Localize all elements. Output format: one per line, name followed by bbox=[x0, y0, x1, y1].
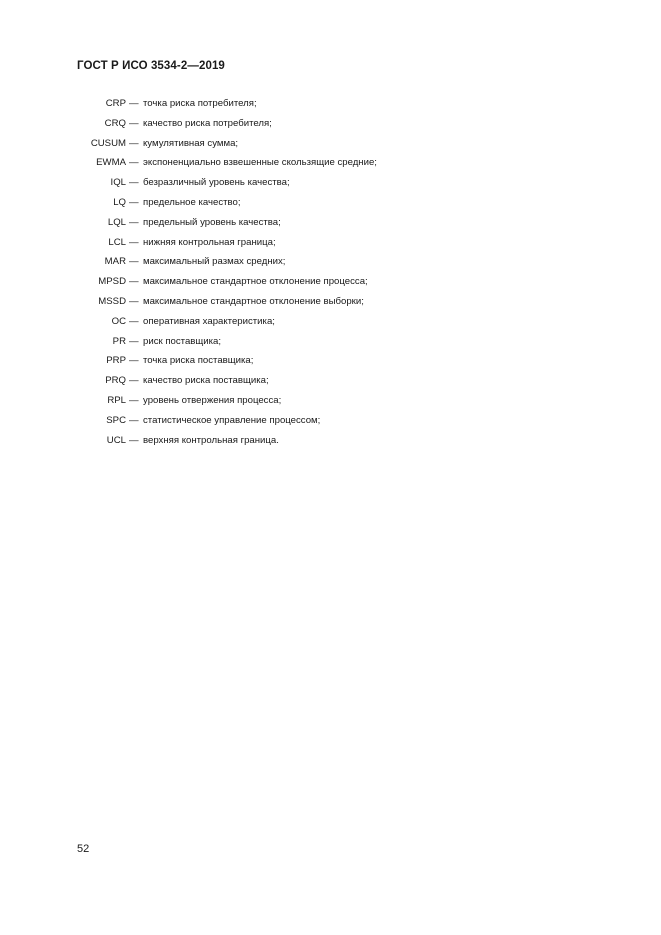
abbreviation-row bbox=[0, 137, 661, 157]
abbreviation-term: PRP bbox=[106, 355, 126, 367]
abbreviation-row bbox=[0, 236, 661, 256]
abbreviation-term: RPL bbox=[107, 394, 126, 406]
abbreviation-row bbox=[0, 414, 661, 434]
abbreviation-term: UCL bbox=[106, 434, 126, 446]
abbreviation-term: CRQ bbox=[104, 117, 126, 129]
em-dash-separator: — bbox=[129, 335, 139, 347]
abbreviation-row bbox=[0, 394, 661, 414]
em-dash-separator: — bbox=[129, 276, 139, 288]
em-dash-separator: — bbox=[129, 177, 139, 189]
abbreviation-definition: качество риска поставщика; bbox=[143, 375, 269, 387]
abbreviation-row bbox=[0, 335, 661, 355]
em-dash-separator: — bbox=[129, 137, 139, 149]
abbreviation-term: MPSD bbox=[98, 276, 126, 288]
abbreviation-term: OC bbox=[111, 315, 126, 327]
abbreviation-definition: максимальный размах средних; bbox=[143, 256, 286, 268]
abbreviation-term: LQ bbox=[113, 196, 126, 208]
abbreviation-definition: верхняя контрольная граница. bbox=[143, 434, 279, 446]
em-dash-separator: — bbox=[129, 394, 139, 406]
abbreviation-definition: статистическое управление процессом; bbox=[143, 414, 321, 426]
em-dash-separator: — bbox=[129, 216, 139, 228]
em-dash-separator: — bbox=[129, 355, 139, 367]
abbreviation-definition: уровень отвержения процесса; bbox=[143, 394, 282, 406]
abbreviation-term: PRQ bbox=[105, 375, 126, 387]
abbreviation-term: EWMA bbox=[96, 157, 126, 169]
abbreviation-row bbox=[0, 434, 661, 454]
page-number: 52 bbox=[77, 843, 90, 855]
abbreviation-term: SPC bbox=[106, 414, 126, 426]
abbreviation-row bbox=[0, 354, 661, 374]
abbreviation-term: CUSUM bbox=[90, 137, 126, 149]
abbreviation-definition: риск поставщика; bbox=[143, 335, 222, 347]
em-dash-separator: — bbox=[129, 256, 139, 268]
em-dash-separator: — bbox=[129, 236, 139, 248]
abbreviation-row bbox=[0, 216, 661, 236]
abbreviation-row bbox=[0, 295, 661, 315]
abbreviation-definition: предельное качество; bbox=[143, 196, 241, 208]
abbreviation-term: MSSD bbox=[98, 295, 126, 307]
abbreviation-row bbox=[0, 196, 661, 216]
abbreviation-row bbox=[0, 374, 661, 394]
em-dash-separator: — bbox=[129, 434, 139, 446]
abbreviation-definition: безразличный уровень качества; bbox=[143, 177, 290, 189]
em-dash-separator: — bbox=[129, 414, 139, 426]
abbreviation-definition: кумулятивная сумма; bbox=[143, 137, 239, 149]
abbreviation-row bbox=[0, 275, 661, 295]
abbreviation-term: MAR bbox=[104, 256, 126, 268]
em-dash-separator: — bbox=[129, 117, 139, 129]
abbreviation-definition: максимальное стандартное отклонение процесса; bbox=[143, 276, 368, 288]
em-dash-separator: — bbox=[129, 295, 139, 307]
abbreviation-definition: максимальное стандартное отклонение выборки; bbox=[143, 295, 364, 307]
standard-title: ГОСТ Р ИСО 3534-2—2019 bbox=[77, 60, 225, 72]
em-dash-separator: — bbox=[129, 196, 139, 208]
abbreviation-list bbox=[0, 97, 661, 453]
abbreviation-definition: точка риска потребителя; bbox=[143, 98, 257, 109]
abbreviation-row bbox=[0, 255, 661, 275]
em-dash-separator: — bbox=[129, 315, 139, 327]
abbreviation-term: IQL bbox=[110, 177, 126, 189]
abbreviation-row bbox=[0, 156, 661, 176]
abbreviation-term: LQL bbox=[107, 216, 126, 228]
abbreviation-row bbox=[0, 117, 661, 137]
abbreviation-term: CRP bbox=[105, 98, 126, 109]
abbreviation-definition: точка риска поставщика; bbox=[143, 355, 254, 367]
abbreviation-definition: нижняя контрольная граница; bbox=[143, 236, 276, 248]
abbreviation-row bbox=[0, 315, 661, 335]
abbreviation-term: PR bbox=[112, 335, 126, 347]
em-dash-separator: — bbox=[129, 98, 139, 109]
document-header bbox=[77, 60, 225, 72]
abbreviation-definition: предельный уровень качества; bbox=[143, 216, 281, 228]
abbreviation-row bbox=[0, 97, 661, 117]
abbreviation-definition: качество риска потребителя; bbox=[143, 117, 272, 129]
abbreviation-definition: оперативная характеристика; bbox=[143, 315, 275, 327]
abbreviation-row bbox=[0, 176, 661, 196]
em-dash-separator: — bbox=[129, 375, 139, 387]
abbreviation-term: LCL bbox=[108, 236, 126, 248]
em-dash-separator: — bbox=[129, 157, 139, 169]
abbreviation-definition: экспоненциально взвешенные скользящие средние; bbox=[143, 157, 377, 169]
